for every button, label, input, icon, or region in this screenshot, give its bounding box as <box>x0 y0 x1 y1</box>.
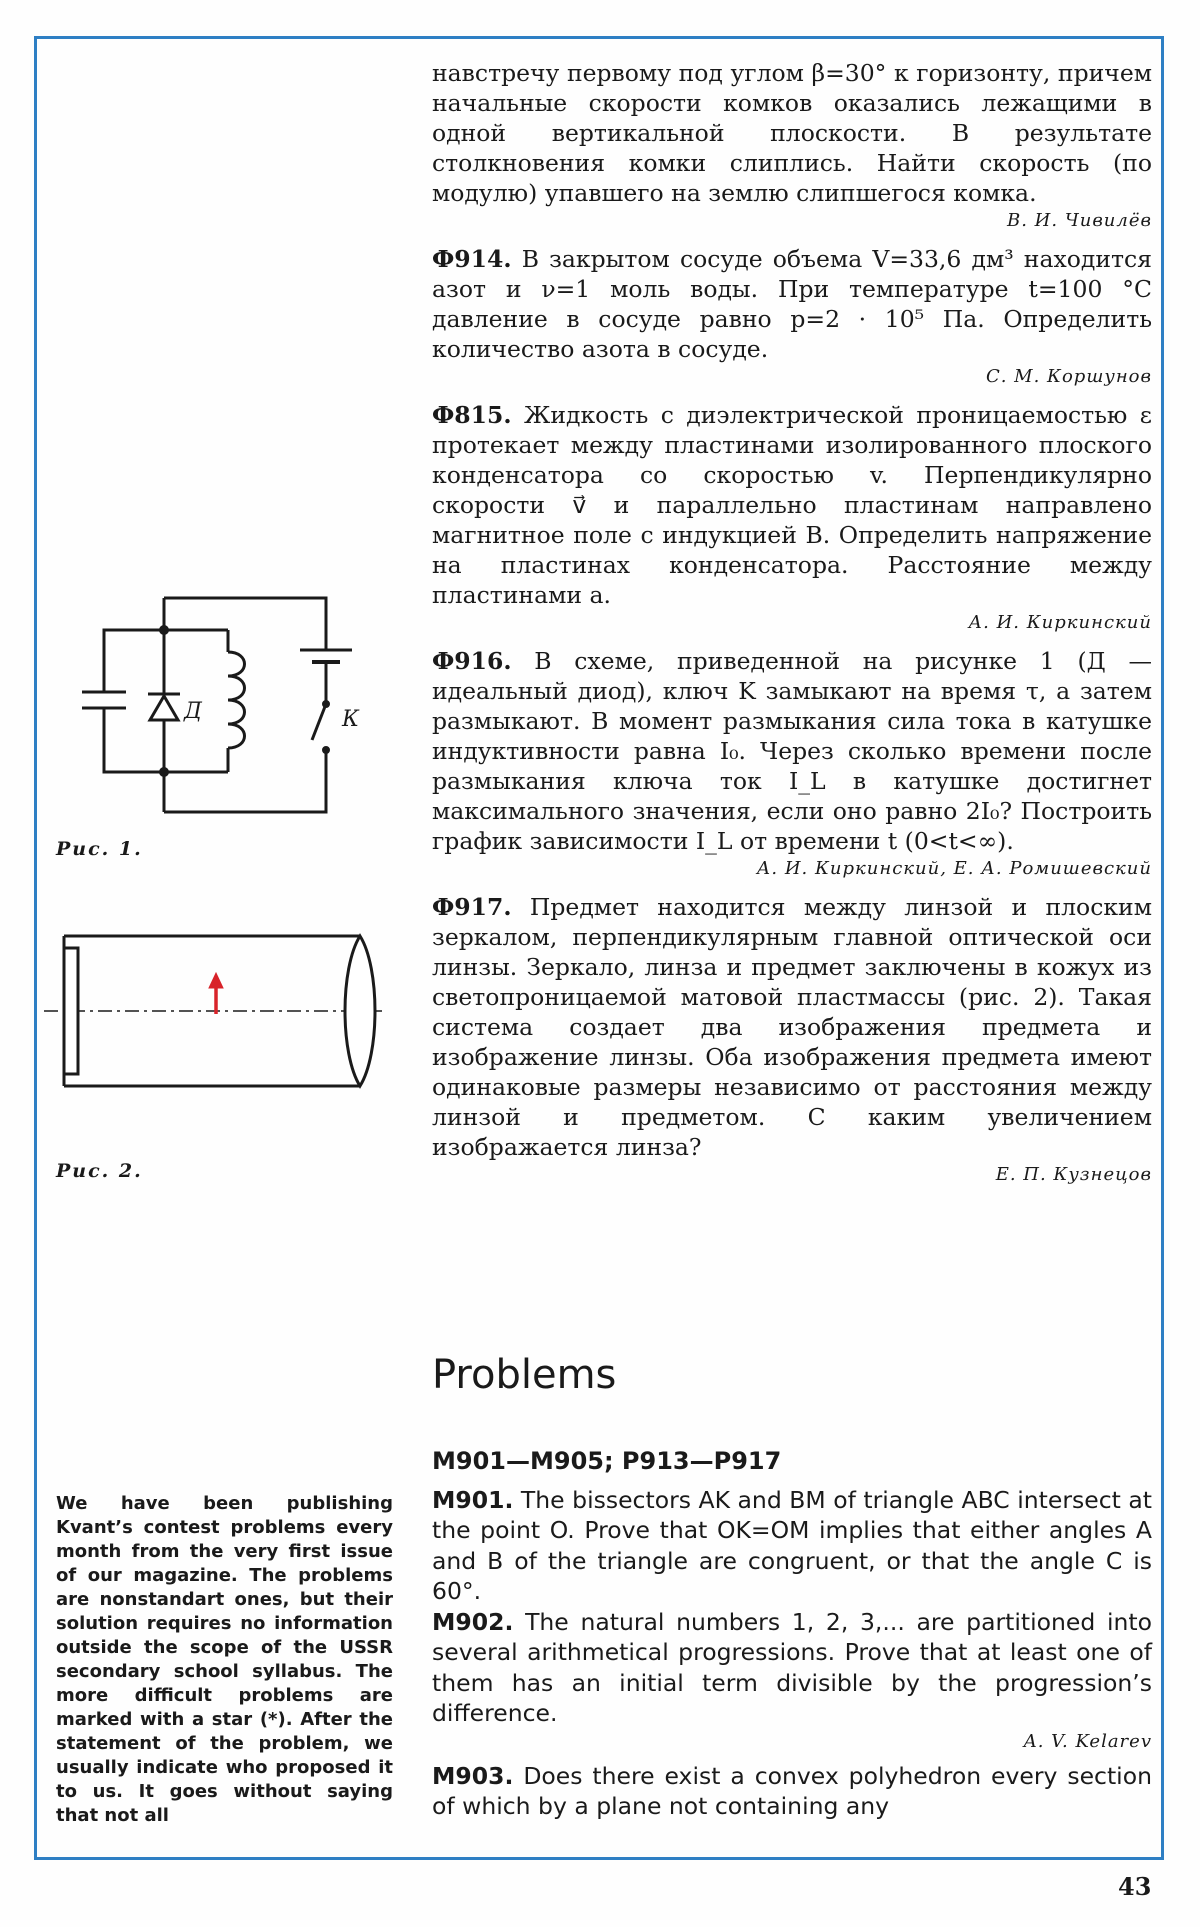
problem-code: Ф815. <box>432 401 512 429</box>
continuation-author: В. И. Чивилёв <box>1007 210 1152 231</box>
problem-author: A. V. Kelarev <box>1023 1730 1152 1752</box>
problem-text: The bissectors AK and BM of triangle ABC intersect at the point O. Prove that OK=OM implies that either angles A and B of the triangle are congruent, or that the angle C is 60°. <box>432 1485 1152 1605</box>
problem-code: M903. <box>432 1761 514 1790</box>
figure-1-circuit <box>80 590 380 820</box>
problem-text: Жидкость с диэлектрической проницаемостью ε протекает между пластинами изолированного плоского конденсатора со скоростью v. Перпендикулярно скорости v⃗ и параллельно пластинам направлено магнитное поле с индукцией B. Определить напряжение на пластинах конденсатора. Расстояние между пластинами a. <box>432 401 1152 609</box>
problem-code: Ф914. <box>432 245 512 273</box>
problems-subheading: M901—M905; P913—P917 <box>432 1447 782 1475</box>
problem-text: Does there exist a convex polyhedron every section of which by a plane not containing any <box>432 1761 1152 1820</box>
problem-m902 <box>432 1607 1152 1729</box>
problem-f815 <box>432 400 1152 610</box>
problems-heading: Problems <box>432 1352 617 1398</box>
problem-text: Предмет находится между линзой и плоским зеркалом, перпендикулярным главной оптической оси линзы. Зеркало, линза и предмет заключены в кожух из светопроницаемой матовой пластмассы (рис. 2). Такая система создает два изображения предмета и изображение линзы. Оба изображения предмета имеют одинаковые размеры независимо от расстояния между линзой и предметом. С каким увеличением изображается линза? <box>432 893 1152 1161</box>
figure-1-caption: Рис. 1. <box>56 838 143 860</box>
problem-m901 <box>432 1485 1152 1607</box>
problem-code: M901. <box>432 1485 514 1514</box>
problem-author: Е. П. Кузнецов <box>995 1164 1152 1185</box>
problem-code: M902. <box>432 1607 514 1636</box>
diode-label: Д <box>184 699 202 724</box>
side-note: We have been publishing Kvant’s contest problems every month from the very first issue of our magazine. The problems are nonstandart ones, but their solution requires no information outside the scope of the USSR secondary school syllabus. The more difficult problems are marked with a star (*). After the statement of the problem, we usually indicate who proposed it to us. It goes without saying that not all <box>56 1493 393 1826</box>
problem-author: А. И. Киркинский <box>968 612 1152 633</box>
problem-code: Ф917. <box>432 893 512 921</box>
problem-text: The natural numbers 1, 2, 3,... are partitioned into several arithmetical progressions. Prove that at least one of them has an initial term divisible by the progression’s difference. <box>432 1607 1152 1727</box>
problem-code: Ф916. <box>432 647 512 675</box>
figure-2-caption: Рис. 2. <box>56 1160 143 1182</box>
english-problems-column <box>432 1446 1152 1822</box>
problem-f917 <box>432 892 1152 1162</box>
lens <box>345 936 375 1086</box>
mirror <box>64 948 78 1074</box>
problem-author: А. И. Киркинский, Е. А. Ромишевский <box>756 858 1152 879</box>
problem-f914 <box>432 244 1152 364</box>
key-label: К <box>342 707 360 732</box>
figure-2-optics <box>44 928 394 1088</box>
problem-text: В закрытом сосуде объема V=33,6 дм³ находится азот и ν=1 моль воды. При температуре t=100 °C давление в сосуде равно p=2 · 10⁵ Па. Определить количество азота в сосуде. <box>432 245 1152 363</box>
page-number: 43 <box>1118 1872 1152 1901</box>
problem-m903 <box>432 1761 1152 1822</box>
continuation-text: навстречу первому под углом β=30° к горизонту, причем начальные скорости комков оказались лежащими в одной вертикальной плоскости. В результате столкновения комки слиплись. Найти скорость (по модулю) упавшего на землю слипшегося комка. <box>432 59 1152 207</box>
problem-author: С. М. Коршунов <box>985 366 1152 387</box>
problem-f916 <box>432 646 1152 856</box>
problem-text: В схеме, приведенной на рисунке 1 (Д — идеальный диод), ключ K замыкают на время τ, а затем размыкают. В момент размыкания сила тока в катушке индуктивности равна I₀. Через сколько времени после размыкания ключа ток I_L в катушке достигнет максимального значения, если оно равно 2I₀? Построить график зависимости I_L от времени t (0<t<∞). <box>432 647 1152 855</box>
russian-problems-column <box>432 58 1152 1194</box>
